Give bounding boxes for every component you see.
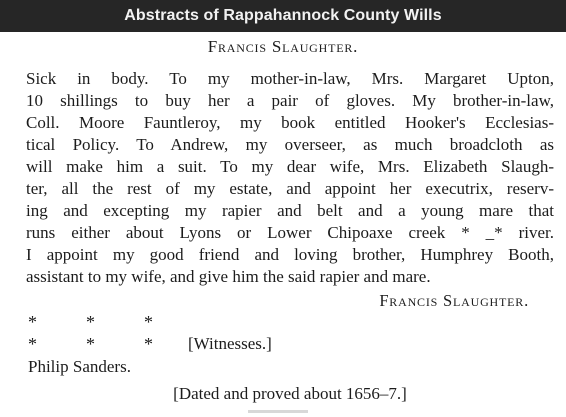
- body-line: assistant to my wife, and give him the said rapier and mare.: [26, 267, 431, 286]
- asterisk: *: [86, 334, 95, 354]
- witness-name: Philip Sanders.: [28, 357, 131, 376]
- body-line: Sick in body. To my mother-in-law, Mrs. Margaret Upton,: [26, 69, 554, 88]
- page-edge-divider: [248, 410, 308, 413]
- body-line: runs either about Lyons or Lower Chipoaxe creek * _* river.: [26, 223, 554, 242]
- asterisk: *: [144, 312, 153, 332]
- body-line: I appoint my good friend and loving brother, Humphrey Booth,: [26, 245, 554, 264]
- witnesses-label: [Witnesses.]: [188, 334, 272, 353]
- asterisk: *: [28, 312, 37, 332]
- signature: Francis Slaughter.: [379, 291, 529, 310]
- asterisk: *: [86, 312, 95, 332]
- body-line: ter, all the rest of my estate, and appoint her executrix, reserv-: [26, 179, 554, 198]
- window-title: Abstracts of Rappahannock County Wills: [0, 0, 566, 32]
- body-line: tical Policy. To Andrew, my overseer, as much broadcloth as: [26, 135, 554, 154]
- body-line: will make him a suit. To my dear wife, Mrs. Elizabeth Slaugh-: [26, 157, 554, 176]
- body-line: 10 shillings to buy her a pair of gloves. My brother-in-law,: [26, 91, 554, 110]
- asterisk: *: [28, 334, 37, 354]
- body-line: Coll. Moore Fauntleroy, my book entitled Hooker's Ecclesias-: [26, 113, 554, 132]
- dated-note: [Dated and proved about 1656–7.]: [173, 384, 407, 403]
- will-body-paragraph: [26, 68, 554, 288]
- asterisk-row: [28, 334, 202, 355]
- asterisk-row: [28, 312, 202, 333]
- document-heading: Francis Slaughter.: [207, 37, 359, 56]
- body-line: ing and excepting my rapier and belt and a young mare that: [26, 201, 554, 220]
- asterisk: *: [144, 334, 153, 354]
